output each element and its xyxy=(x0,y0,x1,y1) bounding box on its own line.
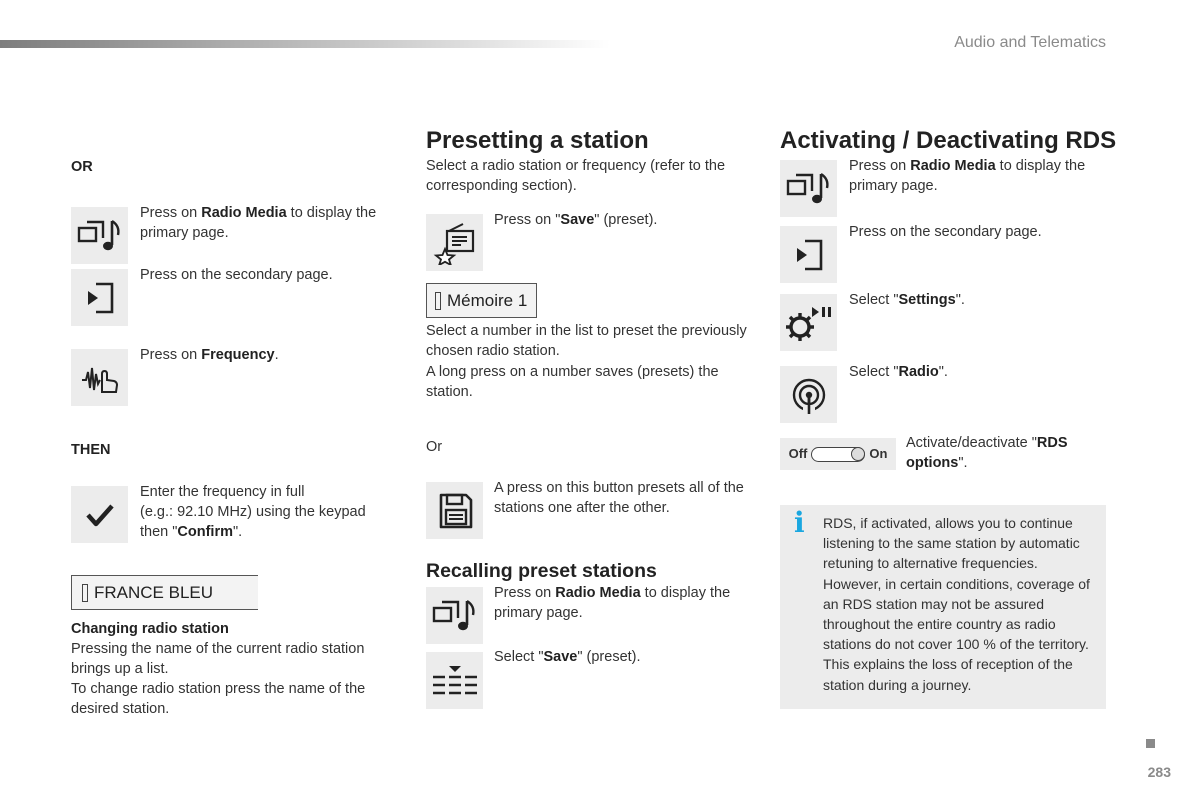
radio-media-icon xyxy=(426,587,483,644)
changing-station-p2: To change radio station press the name of the desired station. xyxy=(71,681,366,717)
radio-antenna-icon xyxy=(780,366,837,423)
preset-list-icon xyxy=(426,652,483,709)
step-frequency-text: Press on Frequency. xyxy=(140,347,279,363)
recall-select-save-text: Select "Save" (preset). xyxy=(494,649,641,665)
step-secondary-page-text: Press on the secondary page. xyxy=(140,267,333,283)
secondary-page-icon xyxy=(71,269,128,326)
recalling-title: Recalling preset stations xyxy=(426,560,657,582)
recall-radio-media-text: Press on Radio Media to display the primary page. xyxy=(494,585,731,621)
changing-station-title: Changing radio station xyxy=(71,621,229,637)
rds-title: Activating / Deactivating RDS xyxy=(780,127,1117,154)
rds-radio-media-text: Press on Radio Media to display the primary page. xyxy=(849,158,1086,194)
section-title: Audio and Telematics xyxy=(954,34,1106,51)
station-name-chip xyxy=(71,575,258,610)
checkmark-icon xyxy=(71,486,128,543)
or-label: OR xyxy=(71,159,93,175)
chip-marker xyxy=(435,292,441,310)
radio-media-icon xyxy=(71,207,128,264)
page-marker xyxy=(1146,739,1155,748)
toggle-track xyxy=(811,447,865,462)
toggle-knob xyxy=(851,447,865,461)
save-preset-text: Press on "Save" (preset). xyxy=(494,212,658,228)
settings-icon xyxy=(780,294,837,351)
rds-info-box xyxy=(780,505,1106,709)
then-label: THEN xyxy=(71,442,111,458)
presetting-title: Presetting a station xyxy=(426,127,649,154)
rds-info-text: RDS, if activated, allows you to continue listening to the same station by automatic retuning to alternative frequencies. However, in certain conditions, coverage of an RDS station may not be assured throughout the entire country as radio stations do not cover 100 % of the territory. This explains the loss of reception of the station during a journey. xyxy=(823,515,1090,693)
long-press-text: A long press on a number saves (presets) the station. xyxy=(426,364,719,400)
save-all-icon xyxy=(426,482,483,539)
page-number: 283 xyxy=(1147,764,1171,780)
rds-options-text: Activate/deactivate "RDS options". xyxy=(906,435,1068,471)
select-number-text: Select a number in the list to preset the previously chosen radio station. xyxy=(426,323,747,359)
memory-preset-chip xyxy=(426,283,537,318)
save-all-text: A press on this button presets all of the stations one after the other. xyxy=(494,480,744,516)
info-icon: i xyxy=(794,506,805,539)
chip-marker xyxy=(82,584,88,602)
or-text: Or xyxy=(426,439,443,455)
rds-secondary-page-text: Press on the secondary page. xyxy=(849,224,1042,240)
memory-preset-label: Mémoire 1 xyxy=(447,290,528,310)
station-name-label: FRANCE BLEU xyxy=(94,582,214,602)
frequency-icon xyxy=(71,349,128,406)
rds-toggle[interactable] xyxy=(780,438,896,470)
save-preset-icon xyxy=(426,214,483,271)
select-radio-text: Select "Radio". xyxy=(849,364,948,380)
step-radio-media-text: Press on Radio Media to display the primary page. xyxy=(140,205,377,241)
toggle-on-label: On xyxy=(869,446,888,461)
presetting-intro: Select a radio station or frequency (refer to the corresponding section). xyxy=(426,158,726,194)
header-gradient-bar xyxy=(0,40,610,48)
changing-station-p1: Pressing the name of the current radio station brings up a list. xyxy=(71,641,365,677)
radio-media-icon xyxy=(780,160,837,217)
select-settings-text: Select "Settings". xyxy=(849,292,965,308)
step-enter-frequency-text: Enter the frequency in full (e.g.: 92.10 MHz) using the keypad then "Confirm". xyxy=(140,484,366,540)
secondary-page-icon xyxy=(780,226,837,283)
toggle-off-label: Off xyxy=(788,446,808,461)
